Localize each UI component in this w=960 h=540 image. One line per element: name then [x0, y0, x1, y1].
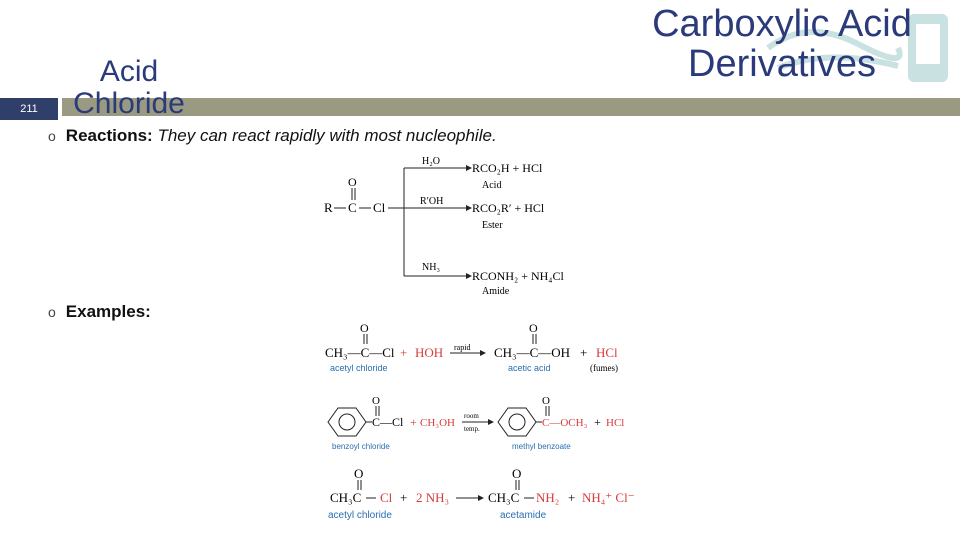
ex3-product: CH₃C — [488, 490, 520, 505]
header-bar — [62, 98, 960, 116]
ex1-o-right: O — [529, 321, 538, 335]
reagent-water: H₂O — [422, 156, 440, 167]
ex2-product-name: methyl benzoate — [512, 442, 571, 451]
examples-label: Examples: — [65, 302, 151, 321]
section-title-line-1: Acid — [99, 55, 159, 88]
ex2-plus-2: + — [594, 415, 601, 429]
ex3-product-name: acetamide — [500, 510, 547, 521]
ex1-product: CH₃—C—OH — [494, 345, 571, 360]
ex2-condition-2: temp. — [464, 425, 480, 433]
reactant-c: C — [348, 200, 357, 215]
ex3-product-nh2: NH₂ — [536, 490, 560, 505]
ex1-product-name: acetic acid — [508, 363, 551, 373]
ex3-plus-1: + — [400, 490, 408, 505]
reaction-scheme — [318, 152, 598, 298]
label-ester: Ester — [482, 220, 503, 231]
ex3-byproduct: NH₄⁺ Cl⁻ — [582, 490, 635, 505]
bullet-circle-icon: o — [48, 128, 56, 144]
ex3-reactant-cl: Cl — [380, 490, 393, 505]
ex3-plus-2: + — [568, 490, 576, 505]
ex2-reagent: CH₃OH — [420, 417, 456, 429]
reactions-label: Reactions: — [65, 126, 153, 145]
ex2-reactant: C—Cl — [372, 415, 404, 429]
title-line-2: Derivatives — [688, 43, 876, 85]
reactant-o: O — [348, 175, 357, 189]
ex1-reactant: CH₃—C—Cl — [325, 345, 395, 360]
ex2-condition-1: room — [464, 412, 479, 420]
ex1-byproduct: HCl — [596, 345, 618, 360]
product-amide: RCONH₂ + NH₄Cl — [472, 269, 564, 283]
reactant-cl: Cl — [373, 200, 386, 215]
reagent-alcohol: R′OH — [420, 196, 444, 207]
ex2-o-right: O — [542, 395, 550, 407]
bullet-circle-icon: o — [48, 304, 56, 320]
ex2-o-left: O — [372, 395, 380, 407]
ex3-reactant-name: acetyl chloride — [328, 510, 392, 521]
slide-number: 211 — [0, 98, 58, 120]
ex2-plus-1: + — [410, 415, 417, 429]
section-title-line-2: Chloride — [73, 87, 185, 120]
slide-title — [622, 4, 942, 84]
example-2 — [322, 394, 642, 454]
reagent-ammonia: NH₃ — [422, 262, 440, 273]
ex1-plus-2: + — [580, 345, 588, 360]
ex1-reactant-name: acetyl chloride — [330, 363, 388, 373]
ex2-byproduct: HCl — [606, 417, 625, 429]
ex2-reactant-name: benzoyl chloride — [332, 442, 390, 451]
ex3-o-left: O — [354, 466, 364, 481]
ex3-reactant: CH₃C — [330, 490, 362, 505]
example-1 — [322, 320, 642, 380]
ex1-o-left: O — [360, 321, 369, 335]
section-title — [64, 56, 194, 120]
reactions-text: They can react rapidly with most nucleophile. — [152, 126, 497, 145]
ex3-o-right: O — [512, 466, 522, 481]
bullet-reactions — [48, 126, 497, 146]
ex1-condition: rapid — [454, 343, 471, 352]
label-amide: Amide — [482, 286, 510, 297]
product-ester: RCO₂R′ + HCl — [472, 201, 545, 215]
title-line-1: Carboxylic Acid — [652, 3, 912, 45]
ex3-reagent: 2 NH₃ — [416, 490, 450, 505]
example-3 — [322, 464, 642, 524]
product-acid: RCO₂H + HCl — [472, 161, 543, 175]
ex1-plus-1: + — [400, 345, 408, 360]
ex1-reagent: HOH — [415, 345, 444, 360]
bullet-examples — [48, 302, 151, 322]
ex2-product: C—OCH₃ — [542, 417, 588, 429]
label-acid: Acid — [482, 180, 502, 191]
reactant-r: R — [324, 200, 333, 215]
ex1-byproduct-note: (fumes) — [590, 363, 618, 373]
